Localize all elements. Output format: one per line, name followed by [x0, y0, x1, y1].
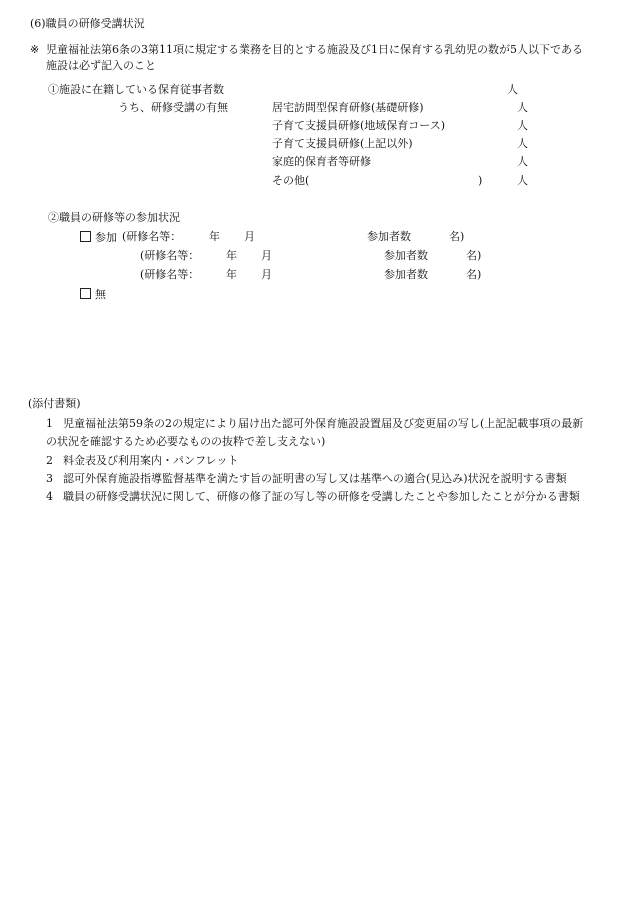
attachment-text: 認可外保育施設指導監督基準を満たす旨の証明書の写し又は基準への適合(見込み)状況を説明する書類 [63, 472, 567, 485]
participant-unit: 名) [449, 230, 465, 243]
q2-none-row [80, 288, 106, 300]
q1-item-label: 子育て支援員研修(地域保育コース) [272, 119, 446, 132]
attachment-text: 料金表及び利用案内・パンフレット [63, 454, 239, 467]
participant-count-label: 参加者数 [384, 268, 428, 281]
q1-item-label: 居宅訪問型保育研修(基礎研修) [272, 101, 424, 114]
q1-label: ①施設に在籍している保育従事者数 [48, 83, 224, 96]
training-name-label: (研修名等： [140, 268, 200, 281]
attachment-text: 職員の研修受講状況に関して、研修の修了証の写し等の研修を受講したことや参加したことが分かる書類 [63, 490, 580, 503]
participant-unit: 名) [466, 249, 482, 262]
attachment-number: 3 [46, 472, 53, 485]
training-year-label: 年 [226, 268, 237, 281]
attachment-number: 2 [46, 454, 53, 467]
q1-total-unit: 人 [507, 83, 518, 96]
q1-item-unit: 人 [517, 101, 528, 114]
participate-label: 参加 [95, 231, 117, 244]
training-month-label: 月 [244, 230, 255, 243]
attachment-number: 1 [46, 417, 53, 430]
q2-participate-row [80, 231, 117, 243]
none-label: 無 [95, 288, 106, 301]
q1-item-close-paren: ) [478, 174, 483, 187]
training-name-label: (研修名等： [140, 249, 200, 262]
training-year-label: 年 [226, 249, 237, 262]
participant-count-label: 参加者数 [384, 249, 428, 262]
q1-item-label: 家庭的保育者等研修 [272, 155, 371, 168]
training-month-label: 月 [261, 268, 272, 281]
none-checkbox[interactable] [80, 288, 91, 299]
participate-checkbox[interactable] [80, 231, 91, 242]
attachment-text-continued: の状況を確認するため必要なものの抜粋で差し支えない) [46, 435, 326, 448]
q2-label: ②職員の研修等の参加状況 [48, 211, 180, 224]
q1-item-unit: 人 [517, 137, 528, 150]
note-line-2: 施設は必ず記入のこと [46, 59, 156, 72]
attachments-title: (添付書類) [28, 397, 81, 410]
q1-item-unit: 人 [517, 119, 528, 132]
q1-item-label: その他( [272, 174, 310, 187]
training-name-label: (研修名等： [122, 230, 182, 243]
section-title: (6)職員の研修受講状況 [30, 17, 145, 30]
attachment-text: 児童福祉法第59条の2の規定により届け出た認可外保育施設設置届及び変更届の写し(上記記載事項の最新 [63, 417, 584, 430]
q1-item-unit: 人 [517, 174, 528, 187]
note-line-1: 児童福祉法第6条の3第11項に規定する業務を目的とする施設及び1日に保育する乳幼児の数が5人以下である [46, 43, 583, 56]
note-mark: ※ [30, 43, 40, 56]
q1-item-unit: 人 [517, 155, 528, 168]
training-year-label: 年 [209, 230, 220, 243]
participant-unit: 名) [466, 268, 482, 281]
q1-sub-label: うち、研修受講の有無 [118, 101, 228, 114]
participant-count-label: 参加者数 [367, 230, 411, 243]
attachment-number: 4 [46, 490, 53, 503]
training-month-label: 月 [261, 249, 272, 262]
q1-item-label: 子育て支援員研修(上記以外) [272, 137, 413, 150]
